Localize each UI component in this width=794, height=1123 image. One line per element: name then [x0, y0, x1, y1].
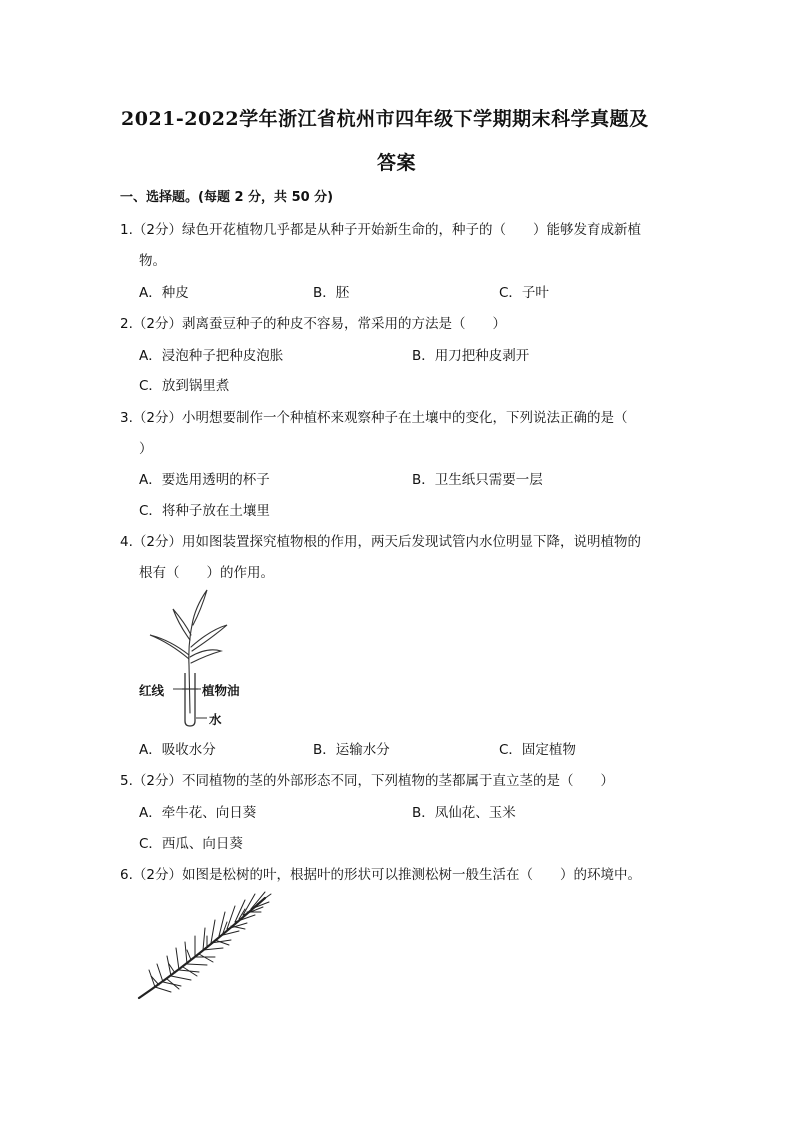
question-1-line1: 1.（2分）绿色开花植物几乎都是从种子开始新生命的，种子的（ ）能够发育成新植 [120, 222, 641, 238]
question-4-option-a: A．吸收水分 [139, 742, 216, 758]
question-3-line2: ） [139, 441, 153, 457]
question-4-line2: 根有（ ）的作用。 [139, 565, 274, 581]
question-1-line2: 物。 [139, 253, 166, 269]
question-3-option-b: B．卫生纸只需要一层 [412, 472, 543, 488]
question-2-line1: 2.（2分）剥离蚕豆种子的种皮不容易，常采用的方法是（ ） [120, 316, 506, 332]
question-1-option-c: C．子叶 [499, 285, 549, 301]
figure-label-water: 水 [209, 712, 222, 727]
question-4-option-c: C．固定植物 [499, 742, 576, 758]
question-3-line1: 3.（2分）小明想要制作一个种植杯来观察种子在土壤中的变化，下列说法正确的是（ [120, 410, 628, 426]
figure-label-red-line: 红线 [139, 683, 165, 698]
question-5-option-a: A．牵牛花、向日葵 [139, 805, 257, 821]
question-2-option-c: C．放到锅里煮 [139, 378, 230, 394]
plant-test-tube-figure [135, 585, 255, 730]
question-4-line1: 4.（2分）用如图装置探究植物根的作用，两天后发现试管内水位明显下降，说明植物的 [120, 534, 641, 550]
question-1-option-a: A．种皮 [139, 285, 189, 301]
question-2-option-b: B．用刀把种皮剥开 [412, 348, 530, 364]
question-1-option-b: B．胚 [313, 285, 350, 301]
question-5-option-c: C．西瓜、向日葵 [139, 836, 243, 852]
pine-leaf-figure [135, 890, 275, 1005]
question-2-option-a: A．浸泡种子把种皮泡胀 [139, 348, 284, 364]
section-heading: 一、选择题。(每题 2 分，共 50 分) [120, 190, 334, 205]
figure-label-plant-oil: 植物油 [202, 683, 240, 698]
question-3-option-a: A．要选用透明的杯子 [139, 472, 270, 488]
question-3-option-c: C．将种子放在土壤里 [139, 503, 270, 519]
question-6-line1: 6.（2分）如图是松树的叶，根据叶的形状可以推测松树一般生活在（ ）的环境中。 [120, 867, 641, 883]
question-4-option-b: B．运输水分 [313, 742, 390, 758]
document-title-line1: 2021-2022学年浙江省杭州市四年级下学期期末科学真题及 [121, 108, 649, 130]
question-5-line1: 5.（2分）不同植物的茎的外部形态不同，下列植物的茎都属于直立茎的是（ ） [120, 773, 614, 789]
document-title-line2: 答案 [377, 152, 417, 174]
question-5-option-b: B．凤仙花、玉米 [412, 805, 516, 821]
